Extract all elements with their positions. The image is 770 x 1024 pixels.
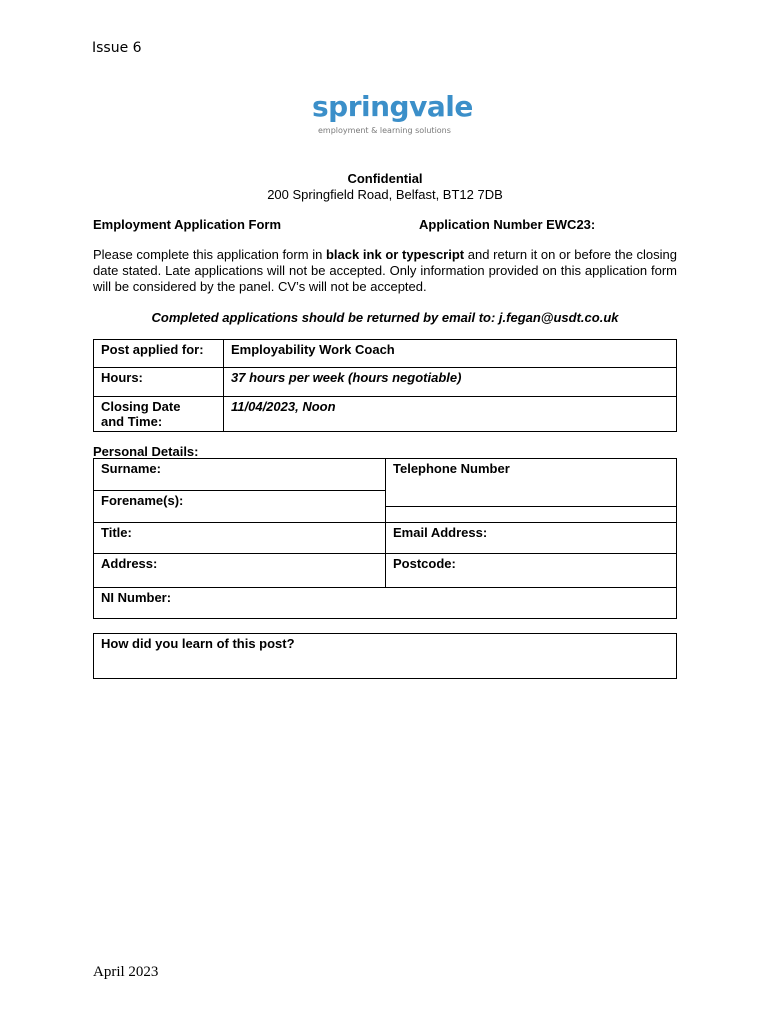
closing-date-value[interactable]: 11/04/2023, Noon	[224, 397, 677, 432]
closing-label-line2: and Time:	[101, 414, 163, 429]
forenames-field[interactable]: Forename(s):	[94, 491, 386, 523]
application-number: Application Number EWC23:	[419, 217, 596, 232]
hours-value[interactable]: 37 hours per week (hours negotiable)	[224, 368, 677, 397]
title-field[interactable]: Title:	[94, 523, 386, 554]
telephone-field[interactable]: Telephone Number	[386, 459, 677, 507]
intro-text-bold: black ink or typescript	[325, 247, 465, 262]
email-field[interactable]: Email Address:	[386, 523, 677, 554]
logo-tagline: employment & learning solutions	[318, 126, 451, 135]
logo-wordmark: springvale	[312, 90, 473, 123]
return-instructions: Completed applications should be returned by email to: j.fegan@usdt.co.uk	[151, 310, 619, 325]
personal-details-table	[93, 458, 677, 619]
intro-text-post: and return it on or before the closing date stated. Late applications will not be accepted. Only information provided on this application form will be considered by the panel. CV’s will not be accepted.	[93, 247, 677, 294]
intro-text-pre: Please complete this application form in	[93, 247, 326, 262]
telephone-extra-field[interactable]	[386, 507, 677, 523]
confidential-heading: Confidential	[347, 171, 423, 186]
post-applied-value[interactable]: Employability Work Coach	[224, 340, 677, 368]
footer-date: April 2023	[93, 964, 159, 980]
hours-label: Hours:	[94, 368, 224, 397]
post-details-table	[93, 339, 677, 432]
springvale-logo	[312, 90, 473, 148]
intro-paragraph	[93, 247, 677, 295]
surname-field[interactable]: Surname:	[94, 459, 386, 491]
learn-of-post-field[interactable]: How did you learn of this post?	[93, 633, 677, 679]
org-address: 200 Springfield Road, Belfast, BT12 7DB	[267, 187, 503, 202]
issue-label: Issue 6	[92, 40, 142, 56]
post-applied-label: Post applied for:	[94, 340, 224, 368]
personal-details-heading: Personal Details:	[93, 444, 199, 459]
closing-date-label	[94, 397, 224, 432]
address-field[interactable]: Address:	[94, 554, 386, 588]
closing-label-line1: Closing Date	[101, 399, 181, 414]
form-title: Employment Application Form	[93, 217, 282, 232]
postcode-field[interactable]: Postcode:	[386, 554, 677, 588]
ni-number-field[interactable]: NI Number:	[94, 588, 677, 619]
